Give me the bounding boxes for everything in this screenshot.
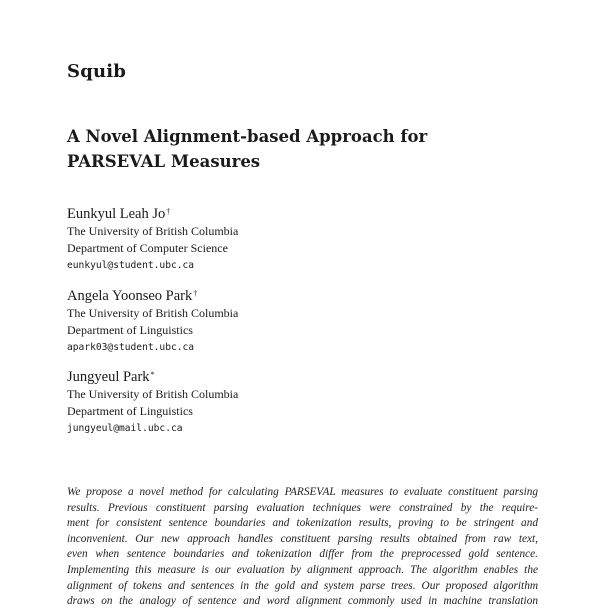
author-email[interactable]: jungyeul@mail.ubc.ca bbox=[67, 423, 183, 434]
author-footnote-mark: † bbox=[193, 289, 198, 298]
abstract-line: inconvenient. Our new approach handles constituent parsing results obtained from raw text, bbox=[67, 532, 538, 545]
abstract-line: ment for consistent sentence boundaries and tokenization results, proving to be stringent and bbox=[67, 517, 538, 530]
abstract-line: We propose a novel method for calculating PARSEVAL measures to evaluate constituent parsing bbox=[67, 486, 538, 498]
title-line-1: A Novel Alignment-based Approach for bbox=[67, 127, 428, 146]
paper-title bbox=[67, 124, 487, 174]
author-block-1 bbox=[67, 205, 467, 274]
author-department: Department of Linguistics bbox=[67, 323, 193, 337]
author-department: Department of Linguistics bbox=[67, 404, 193, 418]
author-name bbox=[67, 205, 467, 223]
abstract-line: results. Previous constituent parsing evaluation techniques were constrained by the require- bbox=[67, 501, 538, 514]
author-name-text: Jungyeul Park bbox=[67, 369, 150, 385]
abstract-line: even when sentence boundaries and tokenization differ from the preprocessed gold sentence. bbox=[67, 548, 538, 561]
author-name-text: Eunkyul Leah Jo bbox=[67, 206, 166, 222]
author-block-3 bbox=[67, 368, 467, 437]
author-email[interactable]: eunkyul@student.ubc.ca bbox=[67, 260, 195, 271]
author-affiliation: The University of British Columbia bbox=[67, 387, 239, 401]
author-block-2 bbox=[67, 287, 467, 356]
author-department: Department of Computer Science bbox=[67, 241, 228, 255]
author-affiliation: The University of British Columbia bbox=[67, 224, 239, 238]
author-affiliation: The University of British Columbia bbox=[67, 306, 239, 320]
section-label: Squib bbox=[67, 61, 127, 82]
author-footnote-mark: † bbox=[166, 207, 171, 216]
title-line-2: PARSEVAL Measures bbox=[67, 152, 261, 171]
abstract bbox=[67, 485, 538, 610]
author-name bbox=[67, 368, 467, 386]
author-name bbox=[67, 287, 467, 305]
author-name-text: Angela Yoonseo Park bbox=[67, 288, 193, 304]
abstract-line: Implementing this measure is our evaluation by alignment approach. The algorithm enables the bbox=[67, 563, 538, 576]
author-footnote-mark: * bbox=[150, 370, 155, 379]
abstract-line: draws on the analogy of sentence and word alignment commonly used in machine translation bbox=[67, 595, 538, 608]
abstract-line: alignment of tokens and sentences in the gold and system parse trees. Our proposed algorithm bbox=[67, 579, 538, 592]
author-email[interactable]: apark03@student.ubc.ca bbox=[67, 342, 195, 353]
